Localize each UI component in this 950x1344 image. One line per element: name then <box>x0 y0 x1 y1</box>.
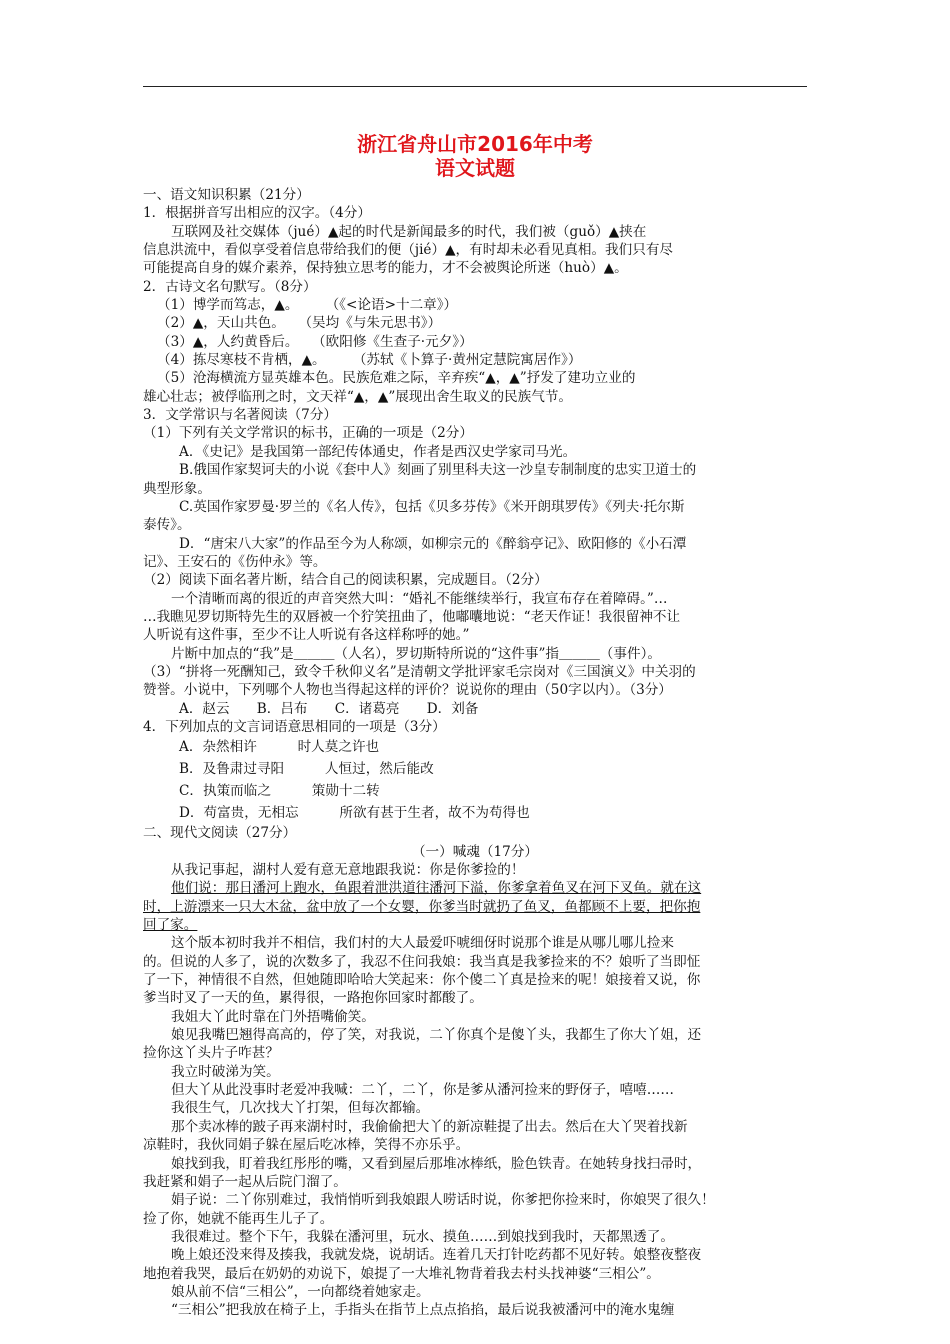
q1-text: 信息洪流中，看似享受着信息带给我们的便（jié）▲，有时却未必看见真相。我们只有尽 <box>143 242 674 259</box>
passage-paragraph: 从我记事起，湖村人爱有意无意地跟我说：你是你爹捡的！ <box>171 862 525 878</box>
passage-paragraph: 我赶紧和娟子一起从后院门溜了。 <box>143 1173 347 1190</box>
passage-paragraph: 爹当时叉了一天的鱼，累得很，一路抱你回家时都酸了。 <box>143 990 483 1007</box>
passage-paragraph: 了一下，神情很不自然，但她随即哈哈大笑起来：你个傻二丫真是捡来的呢！娘接着又说，你 <box>143 972 701 989</box>
q2-item: 雄心壮志；被俘临刑之时，文天祥“▲，▲”展现出舍生取义的民族气节。 <box>143 388 573 405</box>
q1-text: 互联网及社交媒体（jué）▲起的时代是新闻最多的时代，我们被（guǒ）▲挟在 <box>171 223 647 240</box>
q3-option: 典型形象。 <box>143 480 211 497</box>
q3-option: B.俄国作家契诃夫的小说《套中人》刻画了别里科夫这一沙皇专制制度的忠实卫道士的 <box>179 462 697 479</box>
section-heading: 一、语文知识积累（21分） <box>143 187 310 203</box>
q2-item: （2）▲，天山共色。 （吴均《与朱元思书》） <box>157 315 442 332</box>
excerpt-text: …我瞧见罗切斯特先生的双唇被一个狞笑扭曲了，他嘟囔地说：“老天作证！我很留神不让 <box>143 608 681 625</box>
q3-option: D．“唐宋八大家”的作品至今为人称颂，如柳宗元的《醉翁亭记》、欧阳修的《小石潭 <box>179 535 687 552</box>
q4-option: D．苟富贵，无相忘 所欲有甚于生者，故不为苟得也 <box>179 805 530 822</box>
exam-body <box>143 186 807 1320</box>
passage-title: （一）喊魂（17分） <box>411 843 539 860</box>
passage-paragraph: 回了家。 <box>143 917 198 934</box>
passage-paragraph: 时，上游漂来一只大木盆，盆中放了一个女婴，你爹当时就扔了鱼叉，鱼都顾不上要，把你抱 <box>143 898 701 915</box>
passage-paragraph: 娘找到我，盯着我红彤彤的嘴，又看到屋后那堆冰棒纸，脸色铁青。在她转身找扫帚时， <box>171 1155 702 1172</box>
excerpt-text: 人听说有这件事，至少不让人听说有各这样称呼的她。” <box>143 627 470 644</box>
q2-item: （4）拣尽寒枝不肯栖，▲。 （苏轼《卜算子·黄州定慧院寓居作》） <box>157 352 582 369</box>
q3-option: 泰传》。 <box>143 517 191 534</box>
q4-option: A．杂然相许 时人莫之许也 <box>179 739 380 756</box>
excerpt-text: 一个清晰而离的很近的声音突然大叫：“婚礼不能继续举行，我宣布存在着障碍。”… <box>171 590 668 607</box>
passage-paragraph: 我立时破涕为笑。 <box>171 1063 280 1080</box>
q2-item: （1）博学而笃志，▲。 （《<论语>十二章》） <box>157 297 458 314</box>
q3-sub: （3）“拼将一死酬知己，致令千秋仰义名”是清朝文学批评家毛宗岗对《三国演义》中关羽的 <box>143 663 696 680</box>
question-4: 4．下列加点的文言词语意思相同的一项是（3分） <box>143 718 446 735</box>
passage-paragraph: 我姐大丫此时靠在门外捂嘴偷笑。 <box>171 1008 375 1025</box>
passage-paragraph: 地抱着我哭，最后在奶奶的劝说下，娘提了一大堆礼物背着我去村头找神婆“三相公”。 <box>143 1265 660 1282</box>
passage-paragraph: 晚上娘还没来得及揍我，我就发烧，说胡话。连着几天打针吃药都不见好转。娘整夜整夜 <box>171 1247 702 1264</box>
passage-paragraph: 我很生气，几次找大丫打架，但每次都输。 <box>171 1100 430 1117</box>
passage-paragraph: 但大丫从此没事时老爱冲我喊：二丫，二丫，你是爹从潘河捡来的野伢子，嘻嘻…… <box>171 1082 674 1099</box>
passage-paragraph: 娘从前不信“三相公”，一向都绕着她家走。 <box>171 1283 430 1300</box>
header-rule <box>143 86 807 87</box>
question-1: 1．根据拼音写出相应的汉字。（4分） <box>143 205 371 222</box>
q3-option: 记》、王安石的《伤仲永》等。 <box>143 553 327 570</box>
passage-paragraph: 他们说：那日潘河上跑水，鱼跟着泄洪道往潘河下溢，你爹拿着鱼叉在河下叉鱼。就在这 <box>171 880 702 897</box>
section-heading: 二、现代文阅读（27分） <box>143 825 297 842</box>
passage-paragraph: 捡你这丫头片子咋甚？ <box>143 1045 279 1062</box>
q3-choices: A．赵云 B．吕布 C．诸葛亮 D．刘备 <box>179 700 479 717</box>
excerpt-text: 片断中加点的“我”是＿＿＿（人名），罗切斯特所说的“这件事”指＿＿＿（事件）。 <box>171 645 661 662</box>
passage-paragraph: 那个卖冰棒的跛子再来湖村时，我偷偷把大丫的新凉鞋提了出去。然后在大丫哭着找新 <box>171 1118 688 1135</box>
q4-option: C．执策而临之 策勋十二转 <box>179 783 380 800</box>
page-title: 浙江省舟山市2016年中考 <box>357 132 593 156</box>
q3-option: A．《史记》是我国第一部纪传体通史，作者是西汉史学家司马光。 <box>179 443 577 460</box>
passage-paragraph: 娘见我嘴巴翘得高高的，停了笑，对我说，二丫你真个是傻丫头，我都生了你大丫姐，还 <box>171 1027 702 1044</box>
passage-paragraph: 的。但说的人多了，说的次数多了，我忍不住问我娘：我当真是我爹捡来的不？娘听了当即怔 <box>143 953 701 970</box>
question-2: 2．古诗文名句默写。（8分） <box>143 278 317 295</box>
q3-option: C.英国作家罗曼·罗兰的《名人传》，包括《贝多芬传》《米开朗琪罗传》《列夫·托尔斯 <box>179 498 685 515</box>
q3-sub: （2）阅读下面名著片断，结合自己的阅读积累，完成题目。（2分） <box>143 572 548 589</box>
passage-paragraph: “三相公”把我放在椅子上，手指头在指节上点点掐掐，最后说我被潘河中的淹水鬼缠 <box>171 1302 675 1319</box>
page-subtitle: 语文试题 <box>435 156 515 180</box>
q3-sub: （1）下列有关文学常识的标书，正确的一项是（2分） <box>143 425 473 442</box>
passage-paragraph: 捡了你，她就不能再生儿子了。 <box>143 1210 334 1227</box>
q1-text: 可能提高自身的媒介素养，保持独立思考的能力，才不会被舆论所迷（huò）▲。 <box>143 260 628 277</box>
q2-item: （3）▲，人约黄昏后。 （欧阳修《生查子·元夕》） <box>157 333 473 350</box>
q2-item: （5）沧海横流方显英雄本色。民族危难之际，辛弃疾“▲，▲”抒发了建功立业的 <box>157 370 636 387</box>
question-3: 3．文学常识与名著阅读（7分） <box>143 407 338 424</box>
passage-paragraph: 娟子说：二丫你别难过，我悄悄听到我娘跟人唠话时说，你爹把你捡来时，你娘哭了很久！ <box>171 1192 715 1209</box>
passage-paragraph: 这个版本初时我并不相信，我们村的大人最爱吓唬细伢时说那个谁是从哪儿哪儿捡来 <box>171 935 674 952</box>
passage-paragraph: 凉鞋时，我伙同娟子躲在屋后吃冰棒，笑得不亦乐乎。 <box>143 1137 470 1154</box>
q3-sub: 赞誉。小说中，下列哪个人物也当得起这样的评价？说说你的理由（50字以内）。（3分） <box>143 682 672 699</box>
q4-option: B．及鲁肃过寻阳 人恒过，然后能改 <box>179 761 434 778</box>
passage-paragraph: 我很难过。整个下午，我躲在潘河里，玩水、摸鱼……到娘找到我时，天都黑透了。 <box>171 1228 674 1245</box>
